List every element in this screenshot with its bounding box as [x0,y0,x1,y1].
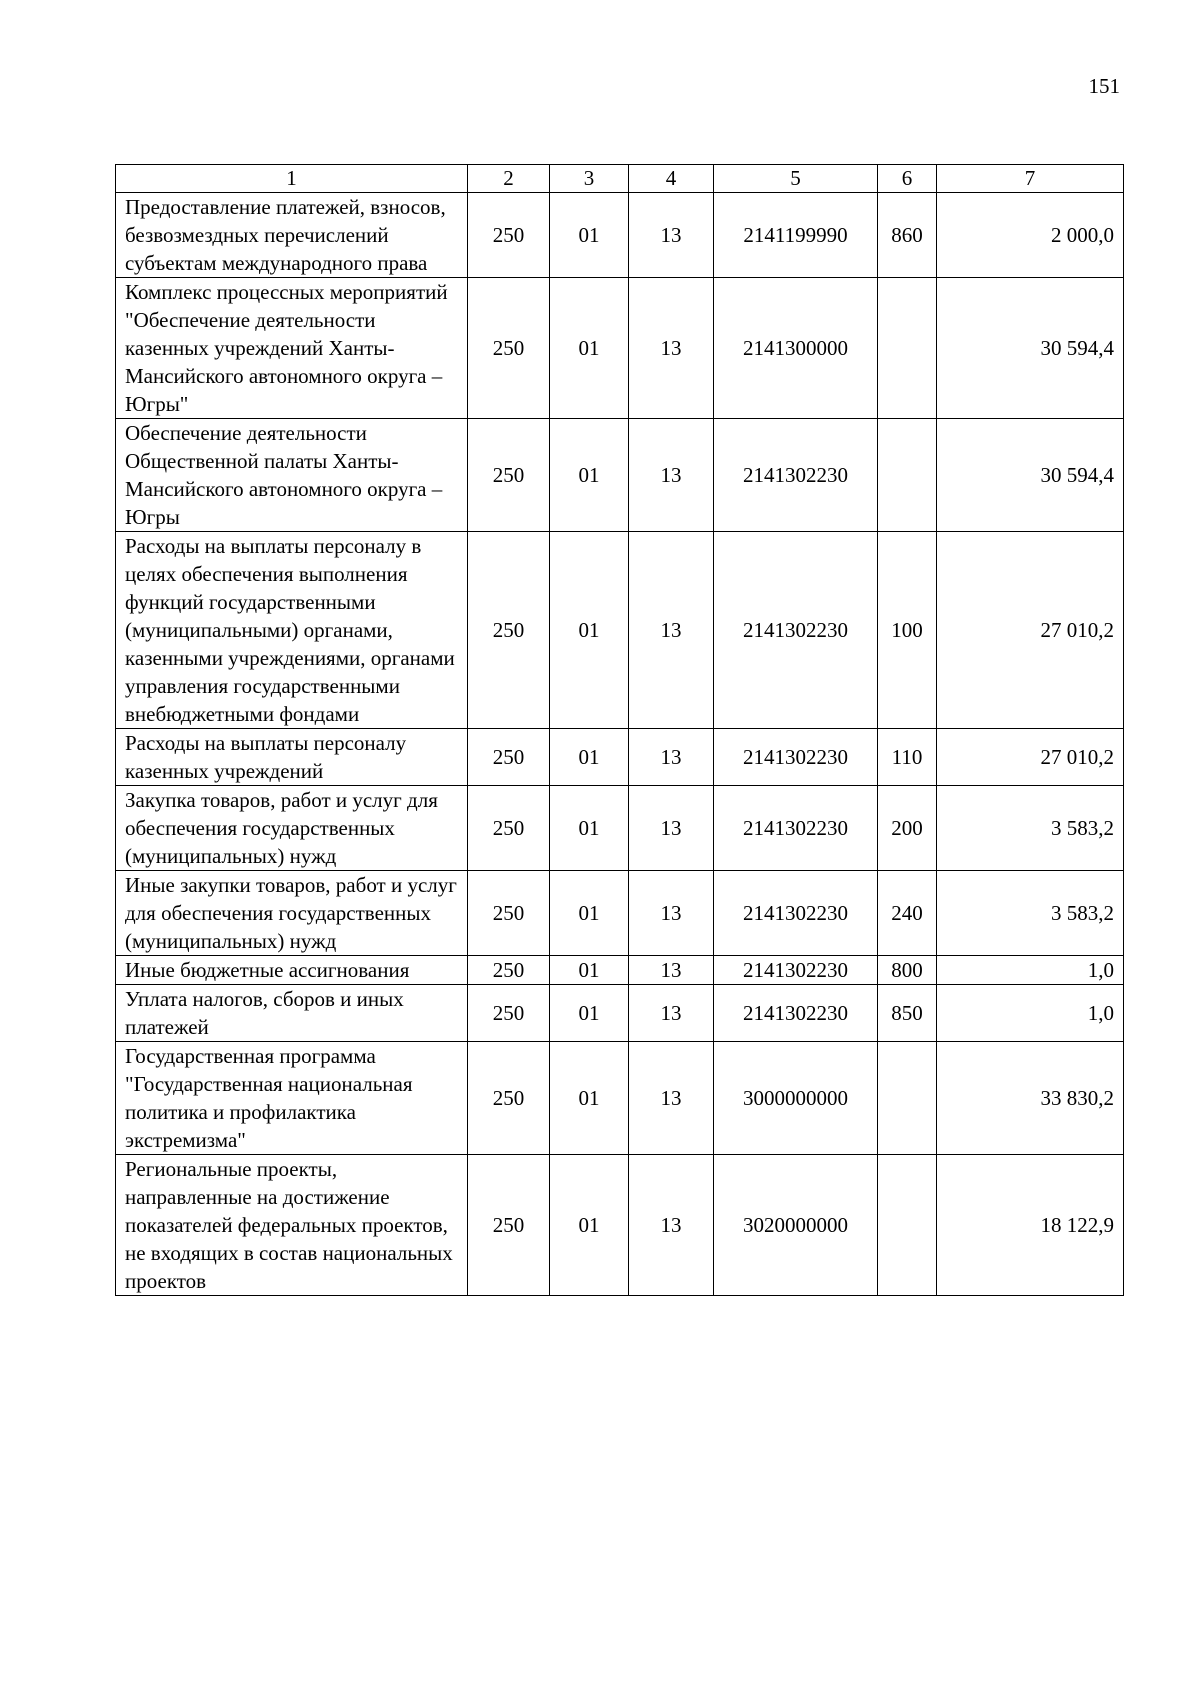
table-row [116,193,1124,278]
expense-type-cell: 850 [878,985,937,1042]
gr-code-cell: 250 [468,786,550,871]
expense-type-cell [878,419,937,532]
expense-name-cell: Закупка товаров, работ и услуг для обеспечения государственных (муниципальных) нужд [116,786,468,871]
subsection-code-cell: 13 [629,729,714,786]
section-code-cell: 01 [550,1042,629,1155]
gr-code-cell: 250 [468,1155,550,1296]
gr-code-cell: 250 [468,532,550,729]
section-code-cell: 01 [550,871,629,956]
subsection-code-cell: 13 [629,419,714,532]
section-code-cell: 01 [550,786,629,871]
section-code-cell: 01 [550,1155,629,1296]
column-header: 4 [629,165,714,193]
expense-name-cell: Региональные проекты, направленные на достижение показателей федеральных проектов, не входящих в состав национальных проектов [116,1155,468,1296]
target-article-cell: 2141302230 [714,532,878,729]
section-code-cell: 01 [550,729,629,786]
expense-type-cell: 860 [878,193,937,278]
amount-cell: 30 594,4 [937,419,1124,532]
table-header-row [116,165,1124,193]
table-row [116,532,1124,729]
amount-cell: 33 830,2 [937,1042,1124,1155]
subsection-code-cell: 13 [629,1155,714,1296]
expense-type-cell: 100 [878,532,937,729]
amount-cell: 3 583,2 [937,871,1124,956]
table-row [116,419,1124,532]
expense-type-cell [878,278,937,419]
column-header: 1 [116,165,468,193]
expense-name-cell: Предоставление платежей, взносов, безвозмездных перечислений субъектам международного права [116,193,468,278]
amount-cell: 18 122,9 [937,1155,1124,1296]
expense-name-cell: Комплекс процессных мероприятий "Обеспечение деятельности казенных учреждений Ханты-Мансийского автономного округа – Югры" [116,278,468,419]
column-header: 3 [550,165,629,193]
column-header: 2 [468,165,550,193]
subsection-code-cell: 13 [629,956,714,985]
table-row [116,1155,1124,1296]
subsection-code-cell: 13 [629,871,714,956]
page-number: 151 [1088,74,1120,98]
expense-type-cell: 800 [878,956,937,985]
amount-cell: 1,0 [937,985,1124,1042]
table-row [116,786,1124,871]
section-code-cell: 01 [550,956,629,985]
expense-name-cell: Государственная программа "Государственная национальная политика и профилактика экстремизма" [116,1042,468,1155]
target-article-cell: 2141302230 [714,729,878,786]
table-row [116,956,1124,985]
subsection-code-cell: 13 [629,786,714,871]
expense-type-cell: 200 [878,786,937,871]
expense-name-cell: Иные закупки товаров, работ и услуг для обеспечения государственных (муниципальных) нужд [116,871,468,956]
section-code-cell: 01 [550,193,629,278]
section-code-cell: 01 [550,985,629,1042]
amount-cell: 3 583,2 [937,786,1124,871]
section-code-cell: 01 [550,532,629,729]
gr-code-cell: 250 [468,419,550,532]
table-row [116,729,1124,786]
amount-cell: 27 010,2 [937,532,1124,729]
amount-cell: 2 000,0 [937,193,1124,278]
gr-code-cell: 250 [468,729,550,786]
subsection-code-cell: 13 [629,193,714,278]
section-code-cell: 01 [550,278,629,419]
gr-code-cell: 250 [468,985,550,1042]
section-code-cell: 01 [550,419,629,532]
target-article-cell: 2141302230 [714,956,878,985]
target-article-cell: 2141300000 [714,278,878,419]
expense-type-cell: 240 [878,871,937,956]
table-row [116,985,1124,1042]
table-row [116,871,1124,956]
column-header: 6 [878,165,937,193]
expense-type-cell [878,1042,937,1155]
expense-name-cell: Расходы на выплаты персоналу в целях обеспечения выполнения функций государственными (муниципальными) органами, казенными учреждениями, органами управления государственными внебюджетными фондами [116,532,468,729]
table-body [116,193,1124,1296]
gr-code-cell: 250 [468,193,550,278]
column-header: 7 [937,165,1124,193]
column-header: 5 [714,165,878,193]
target-article-cell: 3020000000 [714,1155,878,1296]
gr-code-cell: 250 [468,278,550,419]
target-article-cell: 2141199990 [714,193,878,278]
target-article-cell: 2141302230 [714,985,878,1042]
target-article-cell: 3000000000 [714,1042,878,1155]
target-article-cell: 2141302230 [714,419,878,532]
gr-code-cell: 250 [468,956,550,985]
subsection-code-cell: 13 [629,278,714,419]
budget-table [115,164,1124,1296]
amount-cell: 27 010,2 [937,729,1124,786]
expense-type-cell [878,1155,937,1296]
subsection-code-cell: 13 [629,985,714,1042]
subsection-code-cell: 13 [629,532,714,729]
expense-name-cell: Расходы на выплаты персоналу казенных учреждений [116,729,468,786]
amount-cell: 1,0 [937,956,1124,985]
expense-type-cell: 110 [878,729,937,786]
expense-name-cell: Иные бюджетные ассигнования [116,956,468,985]
target-article-cell: 2141302230 [714,786,878,871]
expense-name-cell: Уплата налогов, сборов и иных платежей [116,985,468,1042]
table-row [116,278,1124,419]
amount-cell: 30 594,4 [937,278,1124,419]
table-row [116,1042,1124,1155]
expense-name-cell: Обеспечение деятельности Общественной палаты Ханты-Мансийского автономного округа – Югры [116,419,468,532]
gr-code-cell: 250 [468,1042,550,1155]
subsection-code-cell: 13 [629,1042,714,1155]
gr-code-cell: 250 [468,871,550,956]
target-article-cell: 2141302230 [714,871,878,956]
